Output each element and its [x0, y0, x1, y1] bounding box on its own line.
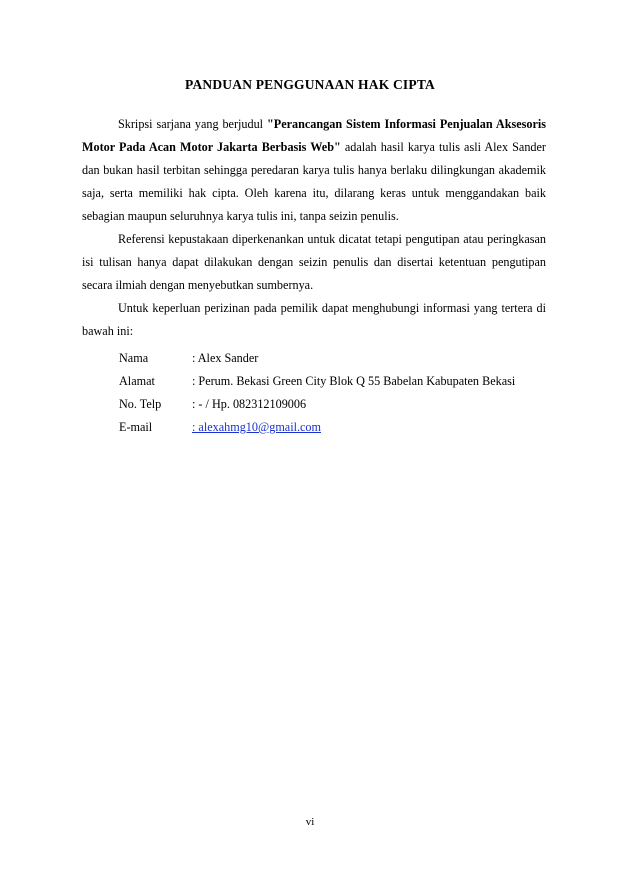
name-label: Nama [119, 351, 149, 365]
contact-info [119, 347, 559, 439]
paragraph-3: Untuk keperluan perizinan pada pemilik dapat menghubungi informasi yang tertera di bawah ini: [82, 301, 546, 338]
paragraph-1-rest: adalah hasil karya tulis asli Alex Sander dan bukan hasil terbitan sehingga peredaran karya tulis hanya berlaku dilingkungan akademik saja, serta memiliki hak cipta. Oleh karena itu, dilarang keras untuk menggandakan baik sebagian maupun seluruhnya karya tulis ini, tanpa seizin penulis. [82, 140, 546, 223]
paragraph-2: Referensi kepustakaan diperkenankan untuk dicatat tetapi pengutipan atau peringkasan isi tulisan hanya dapat dilakukan dengan seizin penulis dan disertai ketentuan pengutipan secara ilmiah dengan menyebutkan sumbernya. [82, 232, 546, 292]
paragraph-1-intro: Skripsi sarjana yang berjudul [118, 117, 267, 131]
contact-row-phone [119, 393, 559, 416]
page-number: vi [305, 816, 315, 828]
name-value: : Alex Sander [192, 351, 259, 365]
contact-row-name [119, 347, 559, 370]
phone-value: : - / Hp. 082312109006 [192, 397, 307, 411]
address-value: : Perum. Bekasi Green City Blok Q 55 Babelan Kabupaten Bekasi [192, 374, 516, 388]
phone-label: No. Telp [119, 397, 162, 411]
address-label: Alamat [119, 374, 155, 388]
contact-row-address [119, 370, 559, 393]
email-label: E-mail [119, 420, 153, 434]
email-link[interactable]: : alexahmg10@gmail.com [192, 420, 322, 434]
thesis-title: "Perancangan Sistem Informasi Penjualan Aksesoris Motor Pada Acan Motor Jakarta Berbasis Web" [82, 117, 546, 154]
paragraph-1 [82, 113, 546, 228]
contact-row-email [119, 416, 559, 439]
body-text [82, 113, 546, 343]
page-title: PANDUAN PENGGUNAAN HAK CIPTA [185, 77, 435, 92]
